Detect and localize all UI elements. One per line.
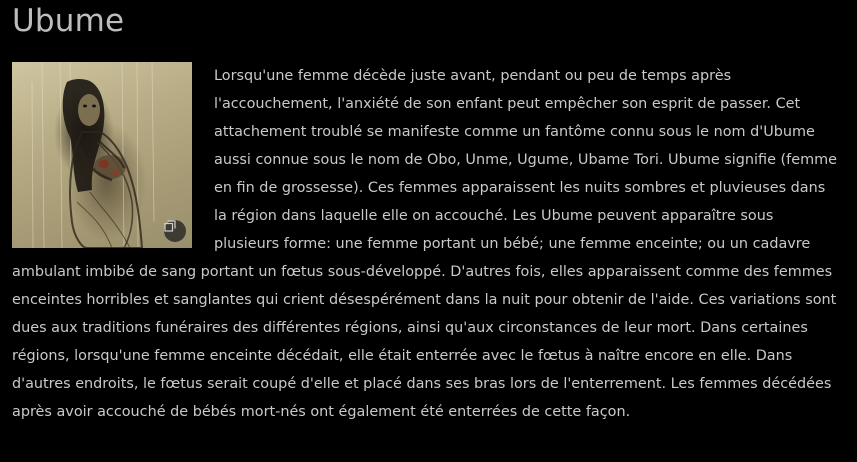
article-body [12,62,842,426]
expand-icon [164,220,176,232]
ubume-painting[interactable] [12,62,192,248]
expand-image-button[interactable] [164,220,186,242]
article-paragraph: Lorsqu'une femme décède juste avant, pendant ou peu de temps après l'accouchement, l'anxiété de son enfant peut empêcher son esprit de passer. Cet attachement troublé se manifeste comme un fantôme connu sous le nom d'Ubume aussi connue sous le nom de Obo, Unme, Ugume, Ubame Tori. Ubume signifie (femme en fin de grossesse). Ces femmes apparaissent les nuits sombres et pluvieuses dans la région dans laquelle elle on accouché. Les Ubume peuvent apparaître sous plusieurs forme: une femme portant un bébé; une femme enceinte; ou un cadavre ambulant imbibé de sang portant un fœtus sous-développé. D'autres fois, elles apparaissent comme des femmes enceintes horribles et sanglantes qui crient désespérément dans la nuit pour obtenir de l'aide. Ces variations sont dues aux traditions funéraires des différentes régions, ainsi qu'aux circonstances de leur mort. Dans certaines régions, lorsqu'une femme enceinte décédait, elle était enterrée avec le fœtus à naître encore en elle. Dans d'autres endroits, le fœtus serait coupé d'elle et placé dans ses bras lors de l'enterrement. Les femmes décédées après avoir accouché de bébés mort-nés ont également été enterrées de cette façon. [12,68,837,420]
page-title: Ubume [12,3,125,39]
